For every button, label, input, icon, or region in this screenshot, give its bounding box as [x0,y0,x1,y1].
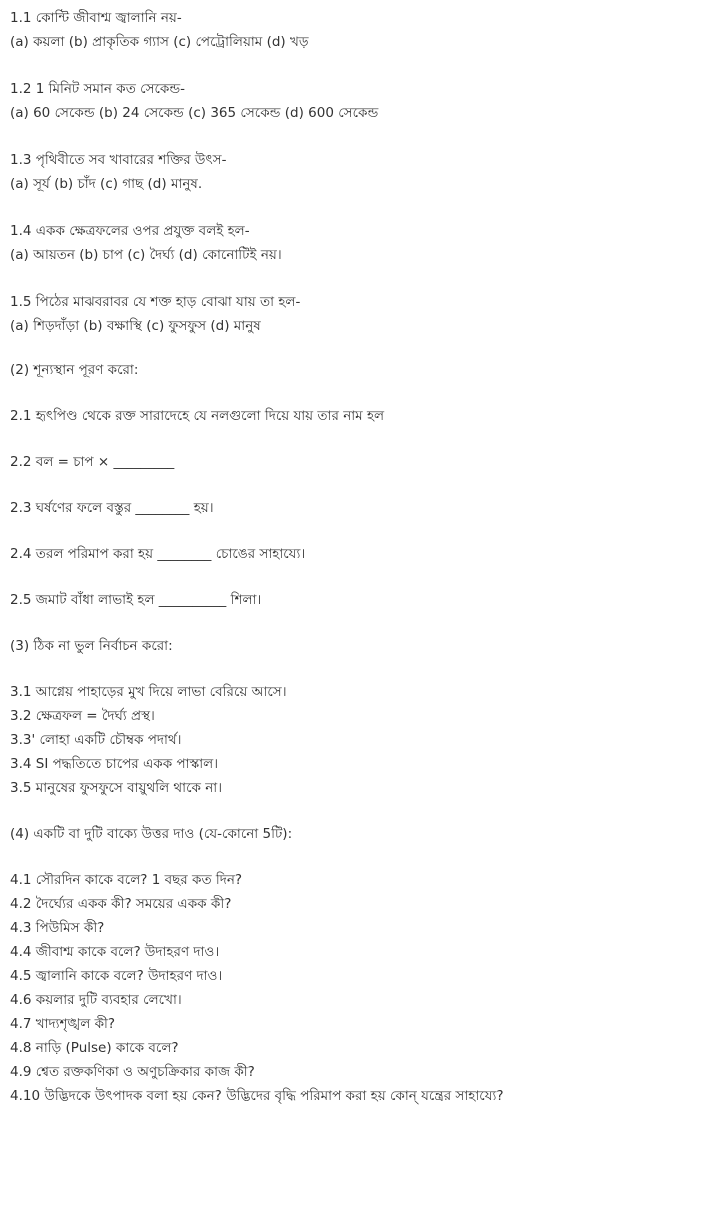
mcq-question-4: 1.4 একক ক্ষেত্রফলের ওপর প্রযুক্ত বলই হল- [10,223,250,239]
true-false-item-2: 3.2 ক্ষেত্রফল = দৈর্ঘ্য প্রস্থ। [10,708,155,724]
short-answer-item-3: 4.3 পিউমিস কী? [10,920,105,936]
short-answer-item-1: 4.1 সৌরদিন কাকে বলে? 1 বছর কত দিন? [10,872,243,888]
mcq-options-5: (a) শিড়দাঁড়া (b) বক্ষাস্থি (c) ফুসফুস (d) মানুষ [10,318,261,334]
true-false-item-3: 3.3' লোহা একটি চৌম্বক পদার্থ। [10,732,182,748]
mcq-options-1: (a) কয়লা (b) প্রাকৃতিক গ্যাস (c) পেট্রোলিয়াম (d) খড় [10,34,309,50]
fill-blank-item-3: 2.3 ঘর্ষণের ফলে বস্তুর ________ হয়। [10,500,214,516]
mcq-question-1: 1.1 কোন্টি জীবাশ্ম জ্বালানি নয়- [10,10,182,26]
mcq-options-2: (a) 60 সেকেন্ড (b) 24 সেকেন্ড (c) 365 সেকেন্ড (d) 600 সেকেন্ড [10,105,379,121]
short-answer-heading: (4) একটি বা দুটি বাক্যে উত্তর দাও (যে-কোনো 5টি): [10,826,293,842]
short-answer-item-10: 4.10 উদ্ভিদকে উৎপাদক বলা হয় কেন? উদ্ভিদের বৃদ্ধি পরিমাপ করা হয় কোন্ যন্ত্রের সাহায্যে? [10,1088,504,1104]
true-false-item-1: 3.1 আগ্নেয় পাহাড়ের মুখ দিয়ে লাভা বেরিয়ে আসে। [10,684,287,700]
true-false-item-4: 3.4 SI পদ্ধতিতে চাপের একক পাস্কাল। [10,756,219,772]
fill-blanks-heading: (2) শূন্যস্থান পূরণ করো: [10,362,139,378]
true-false-item-5: 3.5 মানুষের ফুসফুসে বায়ুথলি থাকে না। [10,780,223,796]
short-answer-item-9: 4.9 শ্বেত রক্তকণিকা ও অণুচক্রিকার কাজ কী? [10,1064,255,1080]
mcq-options-3: (a) সূর্য (b) চাঁদ (c) গাছ (d) মানুষ. [10,176,203,192]
short-answer-item-5: 4.5 জ্বালানি কাকে বলে? উদাহরণ দাও। [10,968,223,984]
mcq-question-5: 1.5 পিঠের মাঝবরাবর যে শক্ত হাড় বোঝা যায় তা হল- [10,294,301,310]
mcq-options-4: (a) আয়তন (b) চাপ (c) দৈর্ঘ্য (d) কোনোটিই নয়। [10,247,282,263]
fill-blank-item-4: 2.4 তরল পরিমাপ করা হয় ________ চোঙের সাহায্যে। [10,546,306,562]
short-answer-item-8: 4.8 নাড়ি (Pulse) কাকে বলে? [10,1040,179,1056]
mcq-question-2: 1.2 1 মিনিট সমান কত সেকেন্ড- [10,81,186,97]
fill-blank-item-5: 2.5 জমাট বাঁধা লাভাই হল __________ শিলা। [10,592,262,608]
short-answer-item-6: 4.6 কয়লার দুটি ব্যবহার লেখো। [10,992,182,1008]
true-false-heading: (3) ঠিক না ভুল নির্বাচন করো: [10,638,173,654]
short-answer-item-7: 4.7 খাদ্যশৃঙ্খল কী? [10,1016,116,1032]
short-answer-item-2: 4.2 দৈর্ঘ্যের একক কী? সময়ের একক কী? [10,896,232,912]
mcq-question-3: 1.3 পৃথিবীতে সব খাবারের শক্তির উৎস- [10,152,227,168]
short-answer-item-4: 4.4 জীবাশ্ম কাকে বলে? উদাহরণ দাও। [10,944,220,960]
fill-blank-item-2: 2.2 বল = চাপ × _________ [10,454,175,470]
fill-blank-item-1: 2.1 হৃৎপিণ্ড থেকে রক্ত সারাদেহে যে নলগুলো দিয়ে যায় তার নাম হল [10,408,385,424]
